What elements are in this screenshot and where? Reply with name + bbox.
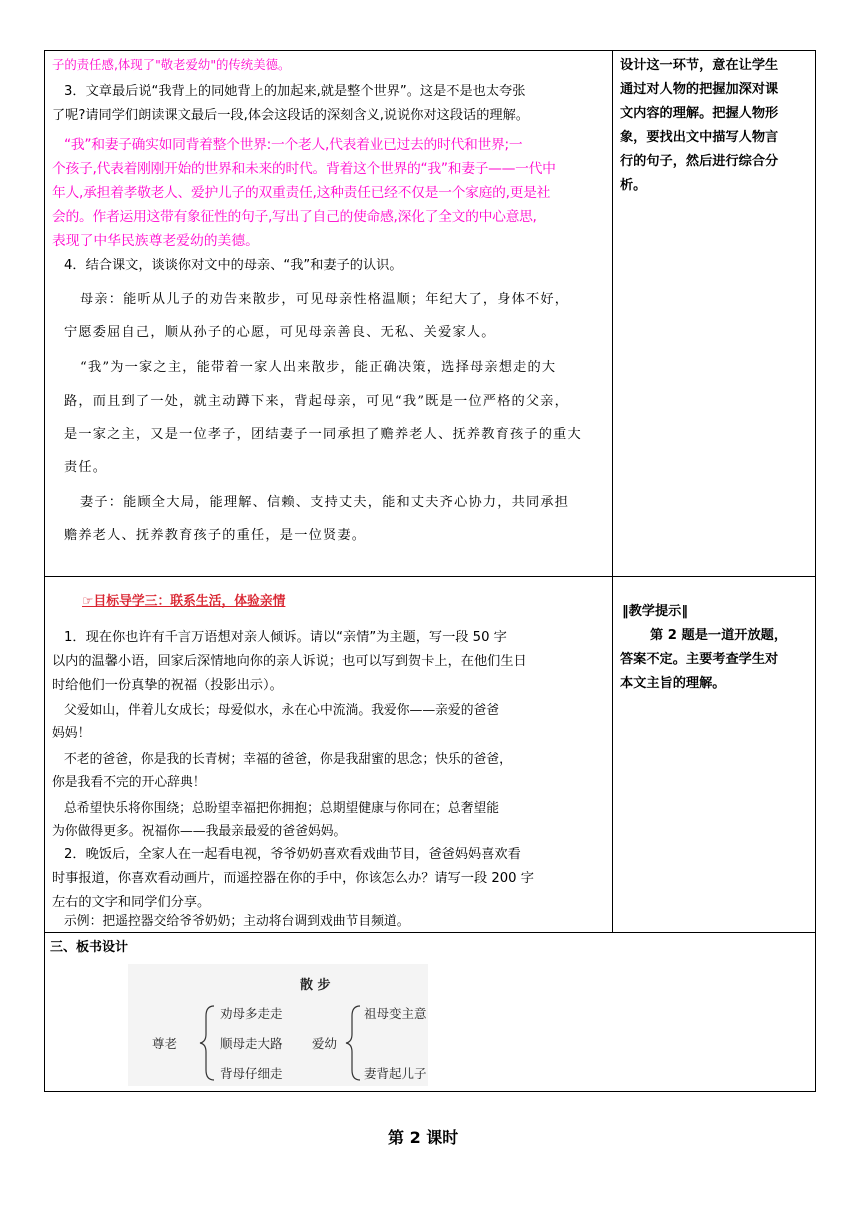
me-line-3: 是一家之主，又是一位孝子，团结妻子一同承担了赡养老人、抚养教育孩子的重大: [64, 427, 582, 442]
example-line-5: 总希望快乐将你围绕；总盼望幸福把你拥抱；总期望健康与你同在；总奢望能: [64, 801, 500, 816]
answer-3-line-1: “我”和妻子确实如同背着整个世界:一个老人,代表着业已过去的时代和世界;一: [64, 137, 523, 153]
board-diagram: [128, 964, 428, 1086]
task-2-line-2: 时事报道，你喜欢看动画片，而遥控器在你的手中，你该怎么办？请写一段 200 字: [52, 871, 534, 886]
task-1-line-1: 1．现在你也许有千言万语想对亲人倾诉。请以“亲情”为主题，写一段 50 字: [64, 630, 507, 645]
design-note-line-2: 通过对人物的把握加深对课: [620, 82, 779, 97]
wife-line-1: 妻子：能顾全大局，能理解、信赖、支持丈夫，能和丈夫齐心协力，共同承担: [80, 495, 570, 510]
answer-3-line-4: 会的。作者运用这带有象征性的句子,写出了自己的使命感,深化了全文的中心意思,: [52, 209, 537, 225]
lesson-title: 第 2 课时: [388, 1128, 459, 1147]
answer-continuation: 子的责任感,体现了"敬老爱幼"的传统美德。: [52, 57, 291, 72]
row-divider-2: [44, 932, 816, 933]
example-line-2: 妈妈！: [52, 726, 91, 741]
board-braces: [128, 964, 428, 1086]
example-line-6: 为你做得更多。祝福你——我最亲最爱的爸爸妈妈。: [52, 824, 347, 839]
answer-3-line-3: 年人,承担着孝敬老人、爱护儿子的双重责任,这种责任已经不仅是一个家庭的,更是社: [52, 185, 551, 201]
board-item-love-2: 妻背起儿子: [364, 1066, 427, 1081]
task-2-line-1: 2．晚饭后，全家人在一起看电视，爷爷奶奶喜欢看戏曲节目，爸爸妈妈喜欢看: [64, 847, 521, 862]
teaching-tip-line-1: 第 2 题是一道开放题，: [650, 628, 788, 643]
design-note-line-6: 析。: [620, 178, 647, 193]
mother-line-2: 宁愿委屈自己，顺从孙子的心愿，可见母亲善良、无私、关爱家人。: [64, 325, 496, 340]
answer-3-line-2: 个孩子,代表着刚刚开始的世界和未来的时代。背着这个世界的“我”和妻子——一代中: [52, 161, 556, 177]
board-item-love-1: 祖母变主意: [364, 1006, 427, 1021]
board-design-heading: 三、板书设计: [50, 940, 129, 955]
question-3-line-1: 3．文章最后说“我背上的同她背上的加起来,就是整个世界”。这是不是也太夸张: [64, 84, 526, 99]
design-note-line-4: 象，要找出文中描写人物言: [620, 130, 779, 145]
column-divider: [612, 50, 613, 932]
design-note-line-1: 设计这一环节，意在让学生: [620, 58, 779, 73]
task-2-example: 示例：把遥控器交给爷爷奶奶；主动将台调到戏曲节目频道。: [64, 914, 410, 929]
example-line-4: 你是我看不完的开心辞典！: [52, 775, 206, 790]
board-title: 散 步: [300, 978, 331, 993]
right-brace-icon: [346, 1006, 360, 1080]
question-4: 4．结合课文，谈谈你对文中的母亲、“我”和妻子的认识。: [64, 258, 403, 273]
section-heading-goal-3: ☞目标导学三：联系生活，体验亲情: [82, 594, 286, 609]
teaching-tip-title: ‖教学提示‖: [622, 604, 688, 619]
example-line-1: 父爱如山，伴着儿女成长；母爱似水，永在心中流淌。我爱你——亲爱的爸爸: [64, 703, 500, 718]
left-brace-icon: [200, 1006, 214, 1080]
wife-line-2: 赡养老人、抚养教育孩子的重任，是一位贤妻。: [64, 528, 367, 543]
table-border-left: [44, 50, 45, 1092]
task-1-line-3: 时给他们一份真挚的祝福（投影出示）。: [52, 678, 283, 693]
board-item-respect-3: 背母仔细走: [220, 1066, 283, 1081]
row-divider-1: [44, 576, 816, 577]
board-label-love-young: 爱幼: [312, 1036, 338, 1051]
task-1-line-2: 以内的温馨小语，回家后深情地向你的亲人诉说；也可以写到贺卡上，在他们生日: [52, 654, 527, 669]
design-note-line-5: 行的句子，然后进行综合分: [620, 154, 779, 169]
example-line-3: 不老的爸爸，你是我的长青树；幸福的爸爸，你是我甜蜜的思念；快乐的爸爸，: [64, 752, 512, 767]
me-line-2: 路，而且到了一处，就主动蹲下来，背起母亲，可见“我”既是一位严格的父亲，: [64, 394, 570, 409]
mother-line-1: 母亲：能听从儿子的劝告来散步，可见母亲性格温顺；年纪大了，身体不好，: [80, 292, 570, 307]
teaching-tip-line-3: 本文主旨的理解。: [620, 676, 726, 691]
question-3-line-2: 了呢?请同学们朗读课文最后一段,体会这段话的深刻含义,说说你对这段话的理解。: [52, 108, 529, 123]
me-line-4: 责任。: [64, 460, 108, 475]
me-line-1: “我”为一家之主，能带着一家人出来散步，能正确决策，选择母亲想走的大: [80, 360, 557, 375]
table-border-bottom: [44, 1091, 816, 1092]
answer-3-line-5: 表现了中华民族尊老爱幼的美德。: [52, 233, 259, 249]
task-2-line-3: 左右的文字和同学们分享。: [52, 895, 211, 910]
board-item-respect-2: 顺母走大路: [220, 1036, 283, 1051]
design-note-line-3: 文内容的理解。把握人物形: [620, 106, 779, 121]
table-border-right: [815, 50, 816, 1092]
teaching-tip-line-2: 答案不定。主要考查学生对: [620, 652, 779, 667]
table-border-top: [44, 50, 816, 51]
board-label-respect-elders: 尊老: [152, 1036, 178, 1051]
board-item-respect-1: 劝母多走走: [220, 1006, 283, 1021]
